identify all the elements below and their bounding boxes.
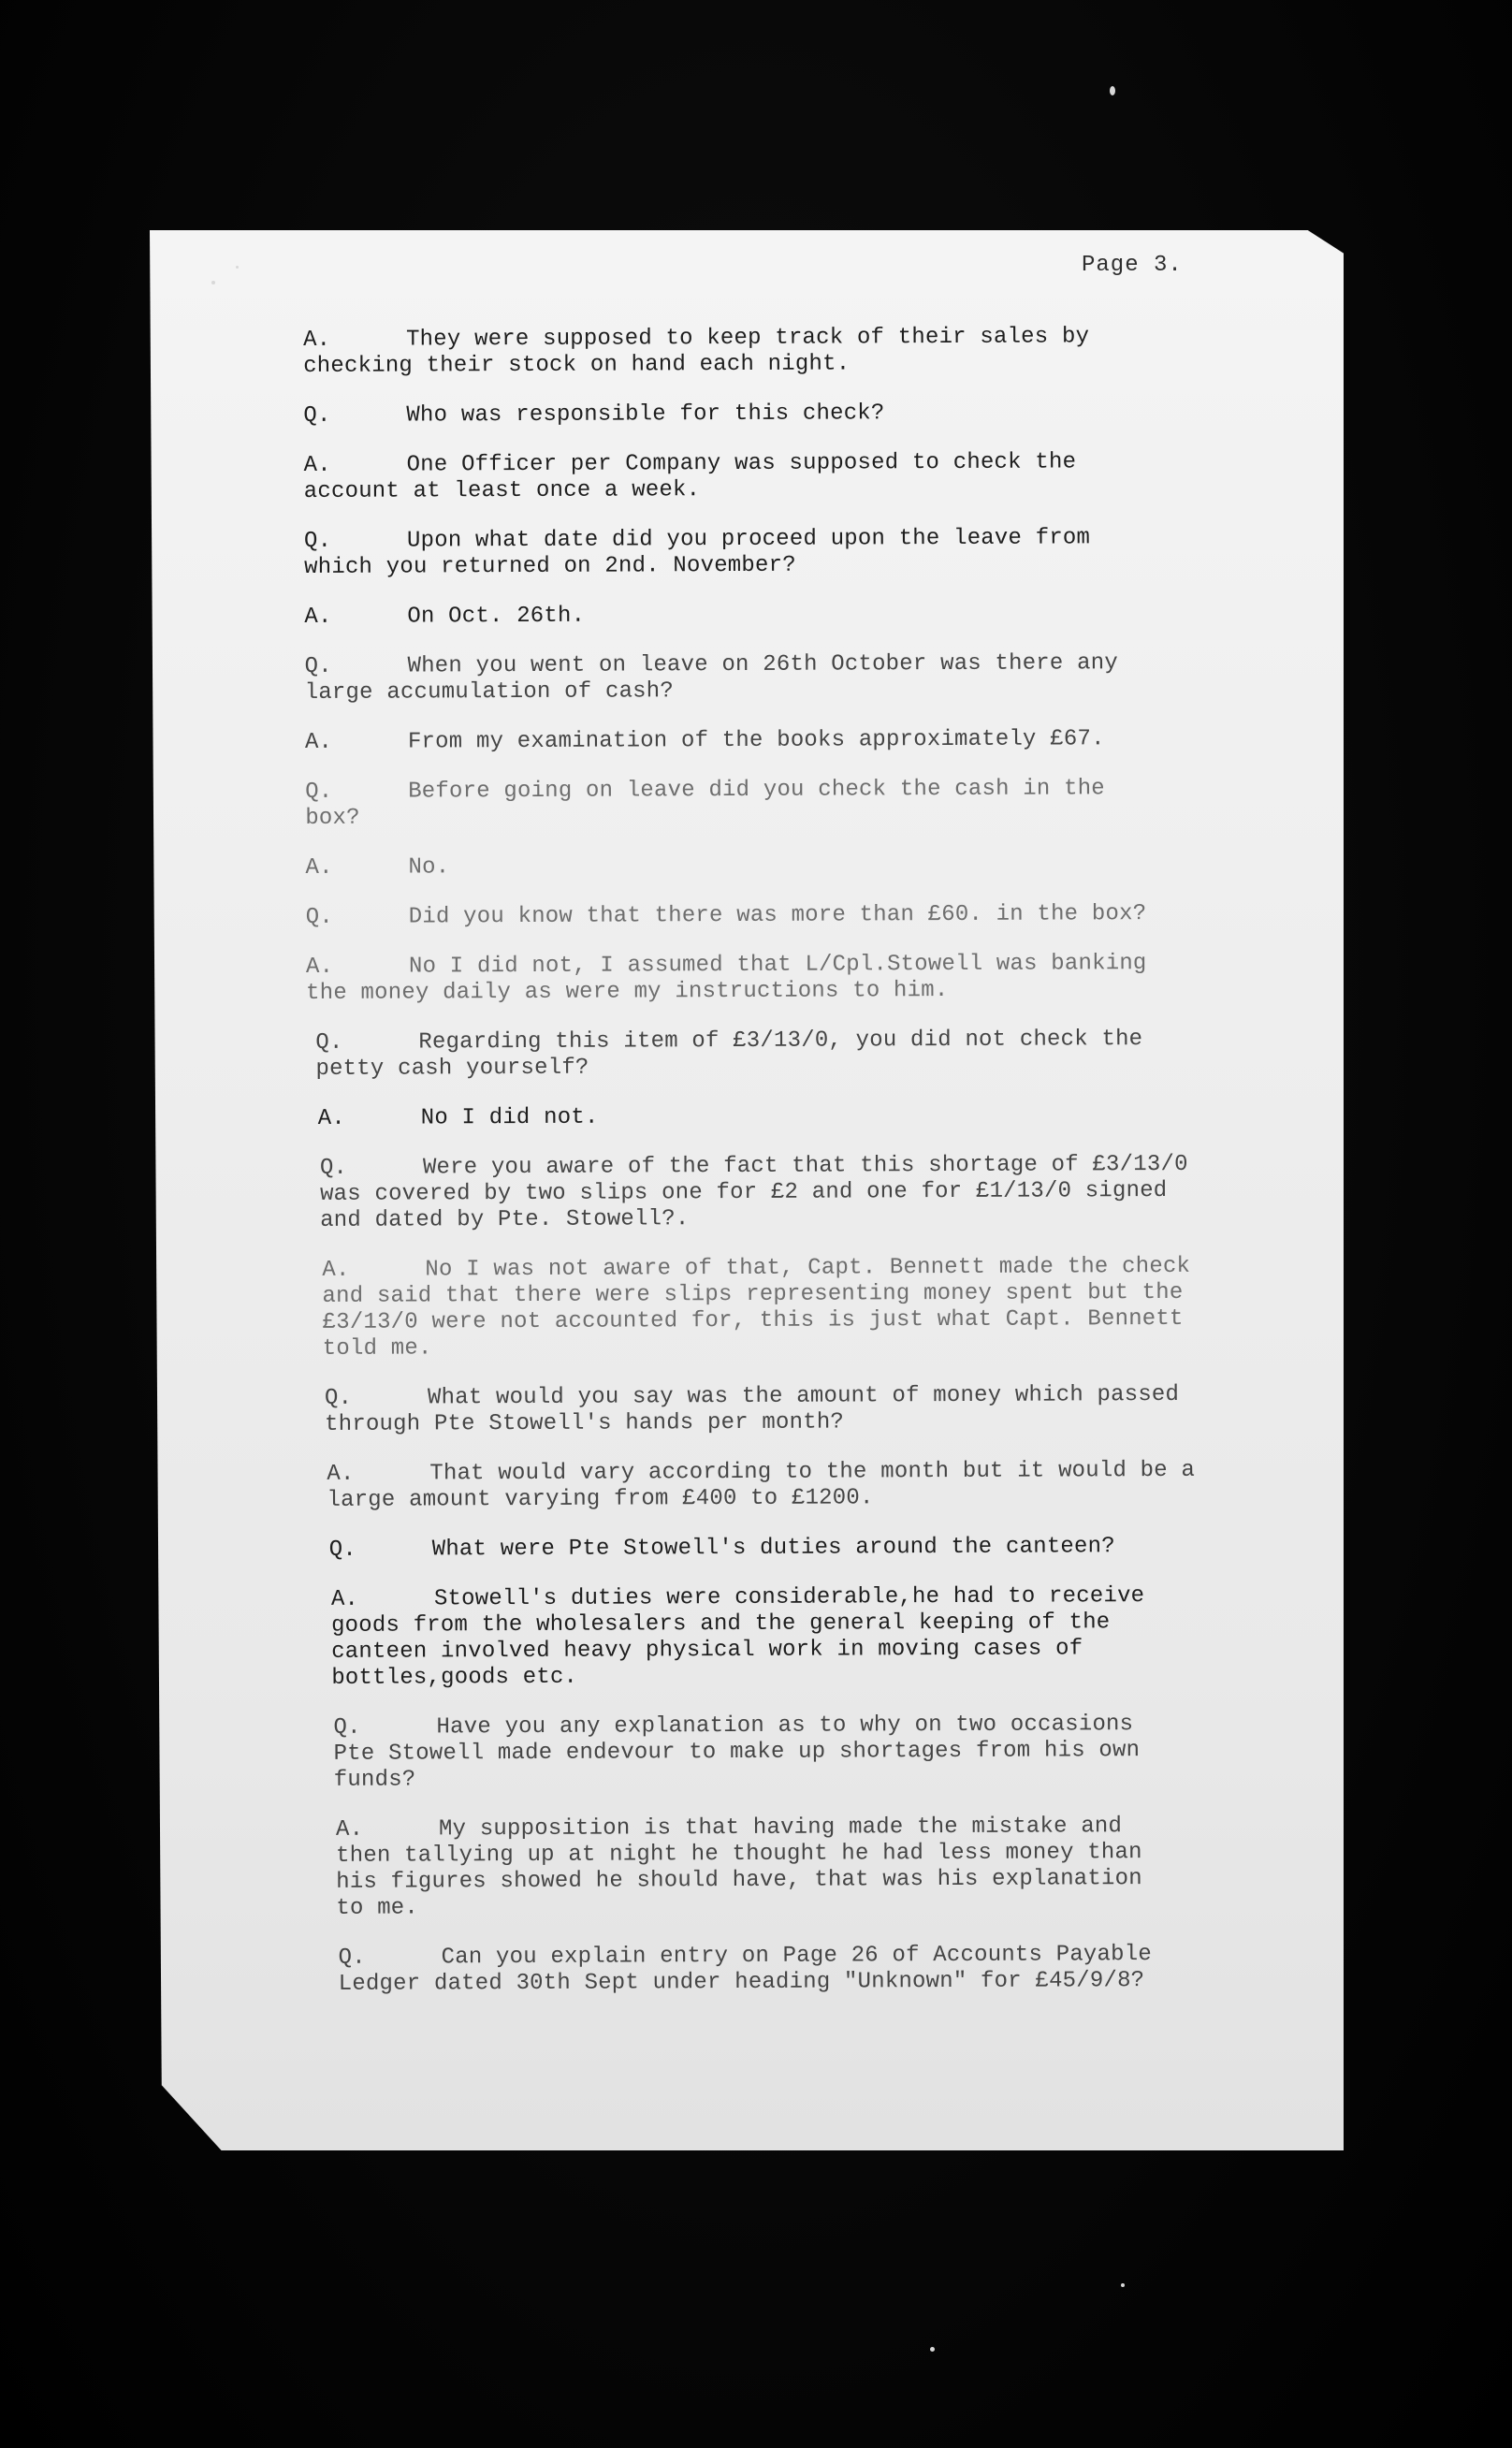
- dust-speck: [1110, 86, 1115, 95]
- qa-entry: [329, 1534, 1263, 1564]
- entry-text: Were you aware of the fact that this shortage of £3/13/0 was covered by two slips one for £2 and one for £1/13/0 signed and dated by Pte. Stowell?.: [319, 1151, 1188, 1233]
- entry-label: A.: [335, 1816, 364, 1843]
- entry-text: From my examination of the books approximately £67.: [407, 726, 1105, 755]
- entry-label: A.: [322, 1257, 350, 1283]
- entry-text: What were Pte Stowell's duties around the canteen?: [431, 1534, 1115, 1563]
- qa-entry: [305, 776, 1259, 832]
- entry-label: Q.: [303, 402, 331, 429]
- entry-text: Before going on leave did you check the cash in the box?: [305, 776, 1105, 831]
- qa-entry: [331, 1583, 1263, 1692]
- entry-text: No I did not.: [420, 1104, 599, 1131]
- qa-entry: [336, 1814, 1264, 1922]
- entry-label: Q.: [333, 1714, 361, 1741]
- entry-text: Who was responsible for this check?: [406, 401, 885, 429]
- qa-entry: [339, 1942, 1265, 1998]
- qa-entry: [306, 951, 1260, 1007]
- entry-label: Q.: [305, 904, 334, 930]
- entry-label: A.: [304, 729, 333, 755]
- qa-entry: [303, 400, 1258, 430]
- entry-text: On Oct. 26th.: [407, 603, 586, 630]
- entry-text: One Officer per Company was supposed to check the account at least once a week.: [303, 449, 1077, 504]
- entry-label: A.: [317, 1105, 345, 1131]
- entry-label: Q.: [328, 1537, 356, 1563]
- entry-text: Stowell's duties were considerable,he had to receive goods from the wholesalers and the general keeping of the canteen involved heavy physical work in moving cases of bottles,goods etc.: [330, 1583, 1145, 1691]
- qa-entry: [304, 525, 1258, 581]
- entry-label: A.: [305, 854, 333, 881]
- entry-label: A.: [303, 327, 331, 353]
- entry-label: A.: [304, 604, 332, 630]
- qa-entry: [304, 601, 1258, 631]
- entry-text: Did you know that there was more than £60. in the box?: [408, 901, 1147, 930]
- entry-text: That would vary according to the month but it would be a large amount varying from £400 to £1200.: [327, 1457, 1196, 1513]
- qa-entry: [305, 726, 1259, 756]
- entry-text: No.: [408, 854, 450, 881]
- entry-label: Q.: [338, 1945, 366, 1971]
- qa-entry: [318, 1102, 1261, 1132]
- entry-text: No I did not, I assumed that L/Cpl.Stowell was banking the money daily as were my instructions to him.: [306, 951, 1147, 1006]
- qa-entry: [327, 1458, 1262, 1514]
- dust-speck: [211, 281, 215, 284]
- qa-entry: [333, 1712, 1263, 1794]
- entry-label: Q.: [305, 779, 333, 805]
- entry-text: No I was not aware of that, Capt. Bennett made the check and said that there were slips representing money spent but the £3/13/0 were not accounted for, this is just what Capt. Bennett told me.: [322, 1253, 1191, 1362]
- entry-text: Have you any explanation as to why on two occasions Pte Stowell made endevour to make up shortages from his own funds?: [333, 1712, 1141, 1793]
- entry-text: When you went on leave on 26th October was there any large accumulation of cash?: [304, 650, 1118, 706]
- entry-label: A.: [327, 1461, 355, 1487]
- entry-text: My supposition is that having made the mistake and then tallying up at night he thought he had less money than his figures showed he should have, that was his explanation to me.: [336, 1814, 1142, 1921]
- qa-entry: [320, 1152, 1261, 1234]
- entry-label: Q.: [304, 653, 332, 679]
- qa-entry: [315, 1027, 1260, 1083]
- entry-text: Upon what date did you proceed upon the leave from which you returned on 2nd. November?: [304, 525, 1091, 580]
- entry-text: They were supposed to keep track of their sales by checking their stock on hand each night.: [303, 324, 1090, 379]
- qa-entry: [325, 1382, 1262, 1438]
- qa-entry: [306, 901, 1260, 931]
- entry-label: Q.: [319, 1155, 348, 1181]
- entry-label: A.: [305, 954, 334, 980]
- page-number: Page 3.: [1082, 253, 1183, 278]
- qa-entry: [322, 1254, 1261, 1362]
- dust-speck: [236, 266, 239, 269]
- entry-label: Q.: [303, 528, 332, 554]
- entry-text: What would you say was the amount of money which passed through Pte Stowell's hands per month?: [325, 1381, 1180, 1437]
- entry-text: Regarding this item of £3/13/0, you did not check the petty cash yourself?: [315, 1027, 1143, 1082]
- entry-label: Q.: [324, 1385, 353, 1411]
- dust-speck: [1121, 2283, 1125, 2287]
- transcript-body: [303, 324, 1265, 2021]
- qa-entry: [305, 650, 1259, 707]
- qa-entry: [304, 449, 1258, 505]
- qa-entry: [303, 324, 1258, 380]
- entry-label: A.: [303, 452, 331, 478]
- dust-speck: [930, 2347, 935, 2352]
- entry-label: A.: [330, 1586, 359, 1612]
- entry-text: Can you explain entry on Page 26 of Accounts Payable Ledger dated 30th Sept under heading "Unknown" for £45/9/8?: [338, 1942, 1152, 1997]
- entry-label: Q.: [315, 1029, 343, 1056]
- qa-entry: [305, 852, 1259, 882]
